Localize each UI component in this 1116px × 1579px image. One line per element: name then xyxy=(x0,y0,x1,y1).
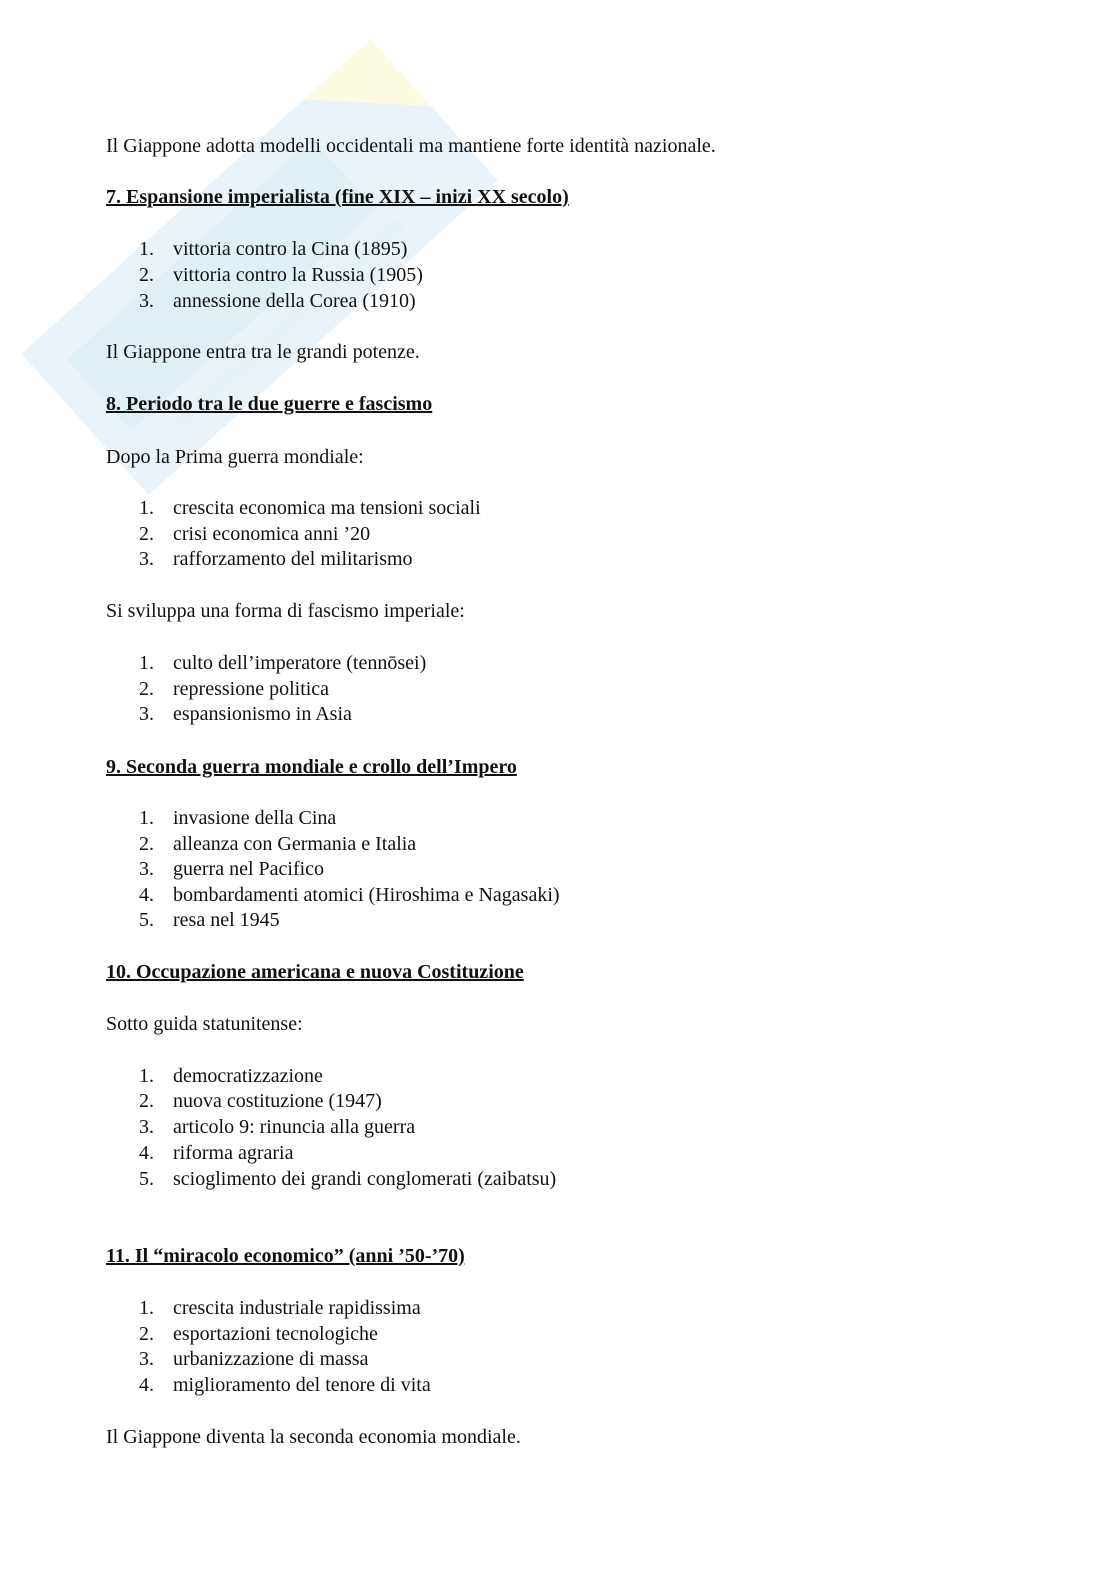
list-item: miglioramento del tenore di vita xyxy=(173,1374,431,1396)
list-number: 3. xyxy=(139,858,154,880)
list-number: 3. xyxy=(139,1348,154,1370)
paragraph: Sotto guida statunitense: xyxy=(106,1013,303,1035)
list-item: rafforzamento del militarismo xyxy=(173,548,413,570)
list-number: 4. xyxy=(139,1142,154,1164)
list-item: alleanza con Germania e Italia xyxy=(173,833,417,855)
list-number: 2. xyxy=(139,1090,154,1112)
list-number: 1. xyxy=(139,497,154,519)
list-item: guerra nel Pacifico xyxy=(173,858,325,880)
list-item: vittoria contro la Cina (1895) xyxy=(173,238,408,260)
list-number: 2. xyxy=(139,264,154,286)
list-item: scioglimento dei grandi conglomerati (zaibatsu) xyxy=(173,1168,557,1190)
paragraph: Il Giappone diventa la seconda economia mondiale. xyxy=(106,1426,521,1448)
list-number: 2. xyxy=(139,678,154,700)
list-number: 2. xyxy=(139,523,154,545)
section-heading-10: 10. Occupazione americana e nuova Costituzione xyxy=(106,961,524,983)
list-item: bombardamenti atomici (Hiroshima e Nagasaki) xyxy=(173,884,560,906)
list-item: nuova costituzione (1947) xyxy=(173,1090,382,1112)
list-number: 1. xyxy=(139,807,154,829)
list-item: crescita economica ma tensioni sociali xyxy=(173,497,481,519)
list-number: 2. xyxy=(139,1323,154,1345)
list-item: espansionismo in Asia xyxy=(173,703,352,725)
paragraph: Il Giappone entra tra le grandi potenze. xyxy=(106,341,420,363)
list-item: crescita industriale rapidissima xyxy=(173,1297,421,1319)
list-item: annessione della Corea (1910) xyxy=(173,290,416,312)
list-item: vittoria contro la Russia (1905) xyxy=(173,264,423,286)
list-number: 5. xyxy=(139,909,154,931)
list-number: 2. xyxy=(139,833,154,855)
section-heading-8: 8. Periodo tra le due guerre e fascismo xyxy=(106,393,433,415)
paragraph: Si sviluppa una forma di fascismo imperiale: xyxy=(106,600,465,622)
list-item: riforma agraria xyxy=(173,1142,294,1164)
paragraph: Dopo la Prima guerra mondiale: xyxy=(106,446,364,468)
list-number: 1. xyxy=(139,238,154,260)
section-heading-11: 11. Il “miracolo economico” (anni ’50-’70) xyxy=(106,1245,465,1267)
list-item: crisi economica anni ’20 xyxy=(173,523,371,545)
list-item: urbanizzazione di massa xyxy=(173,1348,369,1370)
list-item: democratizzazione xyxy=(173,1065,323,1087)
paragraph: Il Giappone adotta modelli occidentali ma mantiene forte identità nazionale. xyxy=(106,135,716,157)
list-number: 1. xyxy=(139,1297,154,1319)
list-item: repressione politica xyxy=(173,678,330,700)
list-number: 1. xyxy=(139,652,154,674)
list-number: 3. xyxy=(139,290,154,312)
list-number: 3. xyxy=(139,548,154,570)
list-item: culto dell’imperatore (tennōsei) xyxy=(173,652,427,674)
list-number: 3. xyxy=(139,703,154,725)
list-item: articolo 9: rinuncia alla guerra xyxy=(173,1116,416,1138)
section-heading-9: 9. Seconda guerra mondiale e crollo dell’Impero xyxy=(106,756,517,778)
list-item: invasione della Cina xyxy=(173,807,337,829)
list-number: 3. xyxy=(139,1116,154,1138)
list-item: resa nel 1945 xyxy=(173,909,280,931)
section-heading-7: 7. Espansione imperialista (fine XIX – inizi XX secolo) xyxy=(106,186,569,208)
list-number: 4. xyxy=(139,1374,154,1396)
list-number: 5. xyxy=(139,1168,154,1190)
list-item: esportazioni tecnologiche xyxy=(173,1323,378,1345)
list-number: 1. xyxy=(139,1065,154,1087)
list-number: 4. xyxy=(139,884,154,906)
